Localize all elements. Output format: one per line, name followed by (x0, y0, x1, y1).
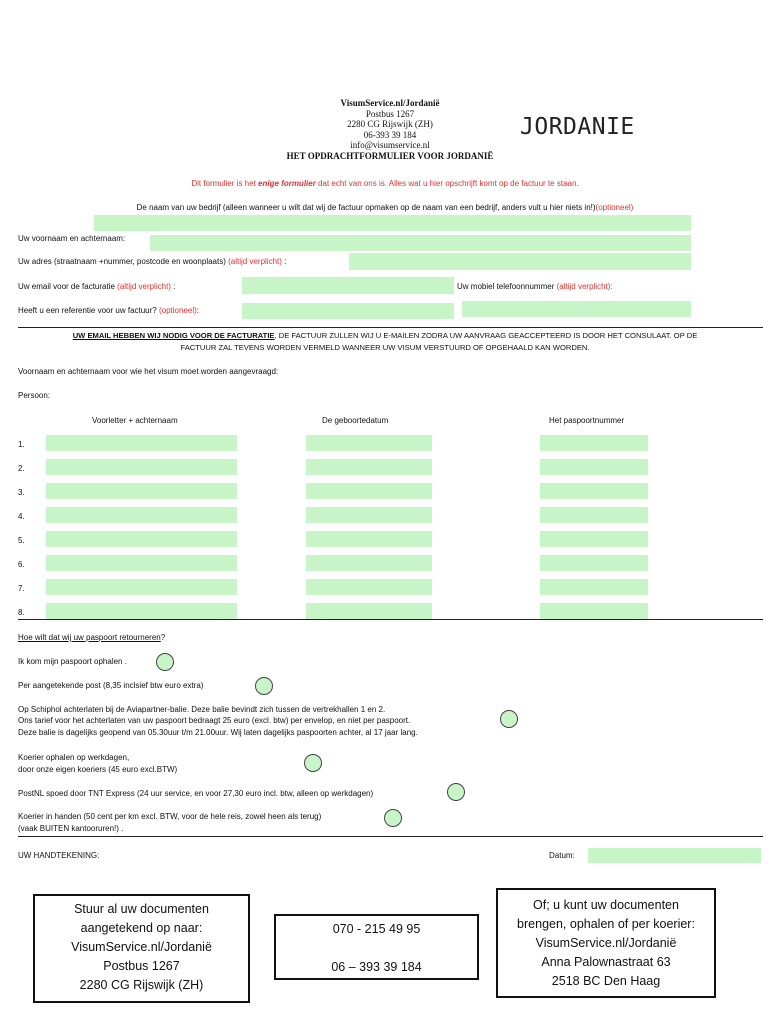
return-option-courier-hand-radio[interactable] (384, 809, 402, 827)
person-birthdate-field[interactable] (306, 555, 432, 571)
date-field[interactable] (588, 848, 761, 863)
company-label (0, 203, 770, 213)
column-header-name: Voorletter + achternaam (92, 416, 178, 425)
separator (18, 619, 763, 620)
person-row-number: 8. (18, 608, 25, 617)
phone-box (274, 914, 479, 980)
mobile-label-text: Uw mobiel telefoonnummer (457, 282, 557, 291)
person-passport-field[interactable] (540, 435, 648, 451)
reference-field[interactable] (242, 303, 454, 319)
return-option-postnl-radio[interactable] (447, 783, 465, 801)
person-row-number: 7. (18, 584, 25, 593)
address-suffix: : (281, 257, 287, 266)
company-name-field[interactable] (94, 215, 691, 231)
header-line: VisumService.nl/Jordanië (340, 98, 440, 108)
person-passport-field[interactable] (540, 603, 648, 619)
return-option-registered-mail-radio[interactable] (255, 677, 273, 695)
courier-box-line: 2518 BC Den Haag (551, 974, 661, 988)
email-field[interactable] (242, 277, 454, 294)
return-option-postnl-label: PostNL spoed door TNT Express (24 uur service, en voor 27,30 euro incl. btw, alleen op werkdagen) (18, 789, 374, 798)
email-suffix: : (170, 282, 176, 291)
return-option-schiphol-radio[interactable] (500, 710, 518, 728)
person-passport-field[interactable] (540, 459, 648, 475)
header-address (250, 98, 530, 162)
column-header-passport: Het paspoortnummer (549, 416, 625, 425)
header-line: Postbus 1267 (365, 108, 415, 119)
return-option-courier-pickup-radio[interactable] (304, 754, 322, 772)
person-name-field[interactable] (46, 531, 237, 547)
person-name-field[interactable] (46, 483, 237, 499)
person-name-field[interactable] (46, 603, 237, 619)
return-option-registered-mail-label: Per aangetekende post (8,35 inclsief btw euro extra) (18, 681, 204, 690)
person-passport-field[interactable] (540, 555, 648, 571)
return-option-pickup-label: Ik kom mijn paspoort ophalen . (18, 657, 127, 666)
signature-label: UW HANDTEKENING: (18, 851, 100, 860)
courier-box-line: Anna Palownastraat 63 (541, 955, 671, 969)
company-label-text: De naam van uw bedrijf (alleen wanneer u wilt dat wij de factuur opmaken op de naam van een bedrijf, anders vult u hier niets in!) (136, 203, 596, 212)
intro-part1: Dit formulier is het (191, 179, 259, 188)
email-label (18, 282, 175, 292)
header-line: info@visumservice.nl (350, 140, 430, 151)
mobile-required: (altijd verplicht): (556, 282, 613, 291)
return-option-courier-hand-line2: (vaak BUITEN kantooruren!) . (18, 824, 124, 833)
return-option-courier-pickup-line2: door onze eigen koeriers (45 euro excl.BTW) (18, 765, 178, 774)
mail-address-box (33, 894, 250, 1003)
reference-suffix: : (196, 306, 200, 315)
person-birthdate-field[interactable] (306, 483, 432, 499)
separator (18, 327, 763, 328)
email-label-text: Uw email voor de facturatie (18, 282, 118, 291)
address-required: (altijd verplicht) (228, 257, 282, 266)
name-field[interactable] (150, 235, 691, 251)
return-question-mark: ? (160, 633, 166, 642)
intro-part3: dat echt van ons is. Alles wat u hier opschrijft komt op de factuur te staan. (315, 179, 579, 188)
courier-address-box (496, 888, 716, 998)
column-header-birthdate: De geboortedatum (322, 416, 389, 425)
person-birthdate-field[interactable] (306, 579, 432, 595)
country-title: JORDANIE (520, 114, 635, 140)
intro-text (0, 179, 770, 189)
mail-box-line: 2280 CG Rijswijk (ZH) (79, 978, 204, 992)
persons-label: Persoon: (18, 391, 51, 400)
date-label: Datum: (549, 851, 575, 860)
person-passport-field[interactable] (540, 507, 648, 523)
person-birthdate-field[interactable] (306, 603, 432, 619)
courier-box-line: VisumService.nl/Jordanië (535, 936, 677, 950)
person-row-number: 5. (18, 536, 25, 545)
address-field[interactable] (349, 253, 691, 270)
address-label (18, 257, 286, 267)
mobile-field[interactable] (462, 301, 691, 317)
person-passport-field[interactable] (540, 579, 648, 595)
person-row-number: 2. (18, 464, 25, 473)
email-notice (0, 331, 770, 341)
person-row-number: 6. (18, 560, 25, 569)
name-label: Uw voornaam en achternaam: (18, 234, 126, 243)
person-passport-field[interactable] (540, 531, 648, 547)
phone-number: 070 - 215 49 95 (332, 922, 421, 936)
mobile-label (457, 282, 613, 292)
address-label-text: Uw adres (straatnaam +nummer, postcode en woonplaats) (18, 257, 229, 266)
courier-box-line: Of; u kunt uw documenten (533, 898, 679, 912)
mail-box-line: aangetekend op naar: (80, 921, 203, 935)
person-passport-field[interactable] (540, 483, 648, 499)
person-name-field[interactable] (46, 555, 237, 571)
return-option-schiphol-line1: Op Schiphol achterlaten bij de Aviapartner-balie. Deze balie bevindt zich tussen de vertrekhallen 1 en 2. (18, 705, 386, 714)
person-row-number: 3. (18, 488, 25, 497)
return-option-courier-hand-line1: Koerier in handen (50 cent per km excl. BTW, voor de hele reis, zowel heen als terug) (18, 812, 322, 821)
reference-optional: (optioneel) (158, 306, 197, 315)
email-required: (altijd verplicht) (117, 282, 171, 291)
company-optional: (optioneel) (595, 203, 634, 212)
reference-label (18, 306, 199, 316)
return-option-schiphol-line2: Ons tarief voor het achterlaten van uw paspoort bedraagt 25 euro (excl. btw) per envelop, en niet per paspoort. (18, 716, 411, 725)
return-question (18, 633, 165, 643)
reference-label-text: Heeft u een referentie voor uw factuur? (18, 306, 159, 315)
person-name-field[interactable] (46, 459, 237, 475)
form-title: HET OPDRACHTFORMULIER VOOR JORDANIË (286, 150, 494, 161)
person-row-number: 4. (18, 512, 25, 521)
return-option-pickup-radio[interactable] (156, 653, 174, 671)
return-option-schiphol-line3: Deze balie is dagelijks geopend van 05.30uur t/m 21.00uur. Wij laten dagelijks paspoorten achter, al 17 jaar lang. (18, 728, 418, 737)
person-row-number: 1. (18, 440, 25, 449)
mail-box-line: Postbus 1267 (103, 959, 180, 973)
courier-box-line: brengen, ophalen of per koerier: (517, 917, 695, 931)
person-name-field[interactable] (46, 579, 237, 595)
persons-intro: Voornaam en achternaam voor wie het visum moet worden aangevraagd: (18, 367, 279, 376)
person-name-field[interactable] (46, 435, 237, 451)
return-question-text: Hoe wilt dat wij uw paspoort retourneren (18, 633, 161, 642)
intro-emphasis: enige formulier (258, 179, 316, 188)
email-notice-line2: FACTUUR ZAL TEVENS WORDEN VERMELD WANNEER UW VISUM VERSTUURD OF OPGEHAALD KAN WORDEN. (180, 343, 590, 352)
separator (18, 836, 763, 837)
email-notice-rest: , DE FACTUUR ZULLEN WIJ U E-MAILEN ZODRA UW AANVRAAG GEACCEPTEERD IS DOOR HET CONSULAAT. OP DE (274, 331, 698, 340)
return-option-courier-pickup-line1: Koerier ophalen op werkdagen, (18, 753, 130, 762)
person-birthdate-field[interactable] (306, 507, 432, 523)
person-birthdate-field[interactable] (306, 531, 432, 547)
person-birthdate-field[interactable] (306, 459, 432, 475)
mail-box-line: VisumService.nl/Jordanië (71, 940, 212, 954)
email-notice-bold: UW EMAIL HEBBEN WIJ NODIG VOOR DE FACTURATIE (72, 331, 275, 340)
mail-box-line: Stuur al uw documenten (74, 902, 209, 916)
person-name-field[interactable] (46, 507, 237, 523)
phone-number: 06 – 393 39 184 (331, 960, 422, 974)
header-line: 06-393 39 184 (363, 129, 417, 140)
person-birthdate-field[interactable] (306, 435, 432, 451)
header-line: 2280 CG Rijswijk (ZH) (347, 119, 433, 130)
